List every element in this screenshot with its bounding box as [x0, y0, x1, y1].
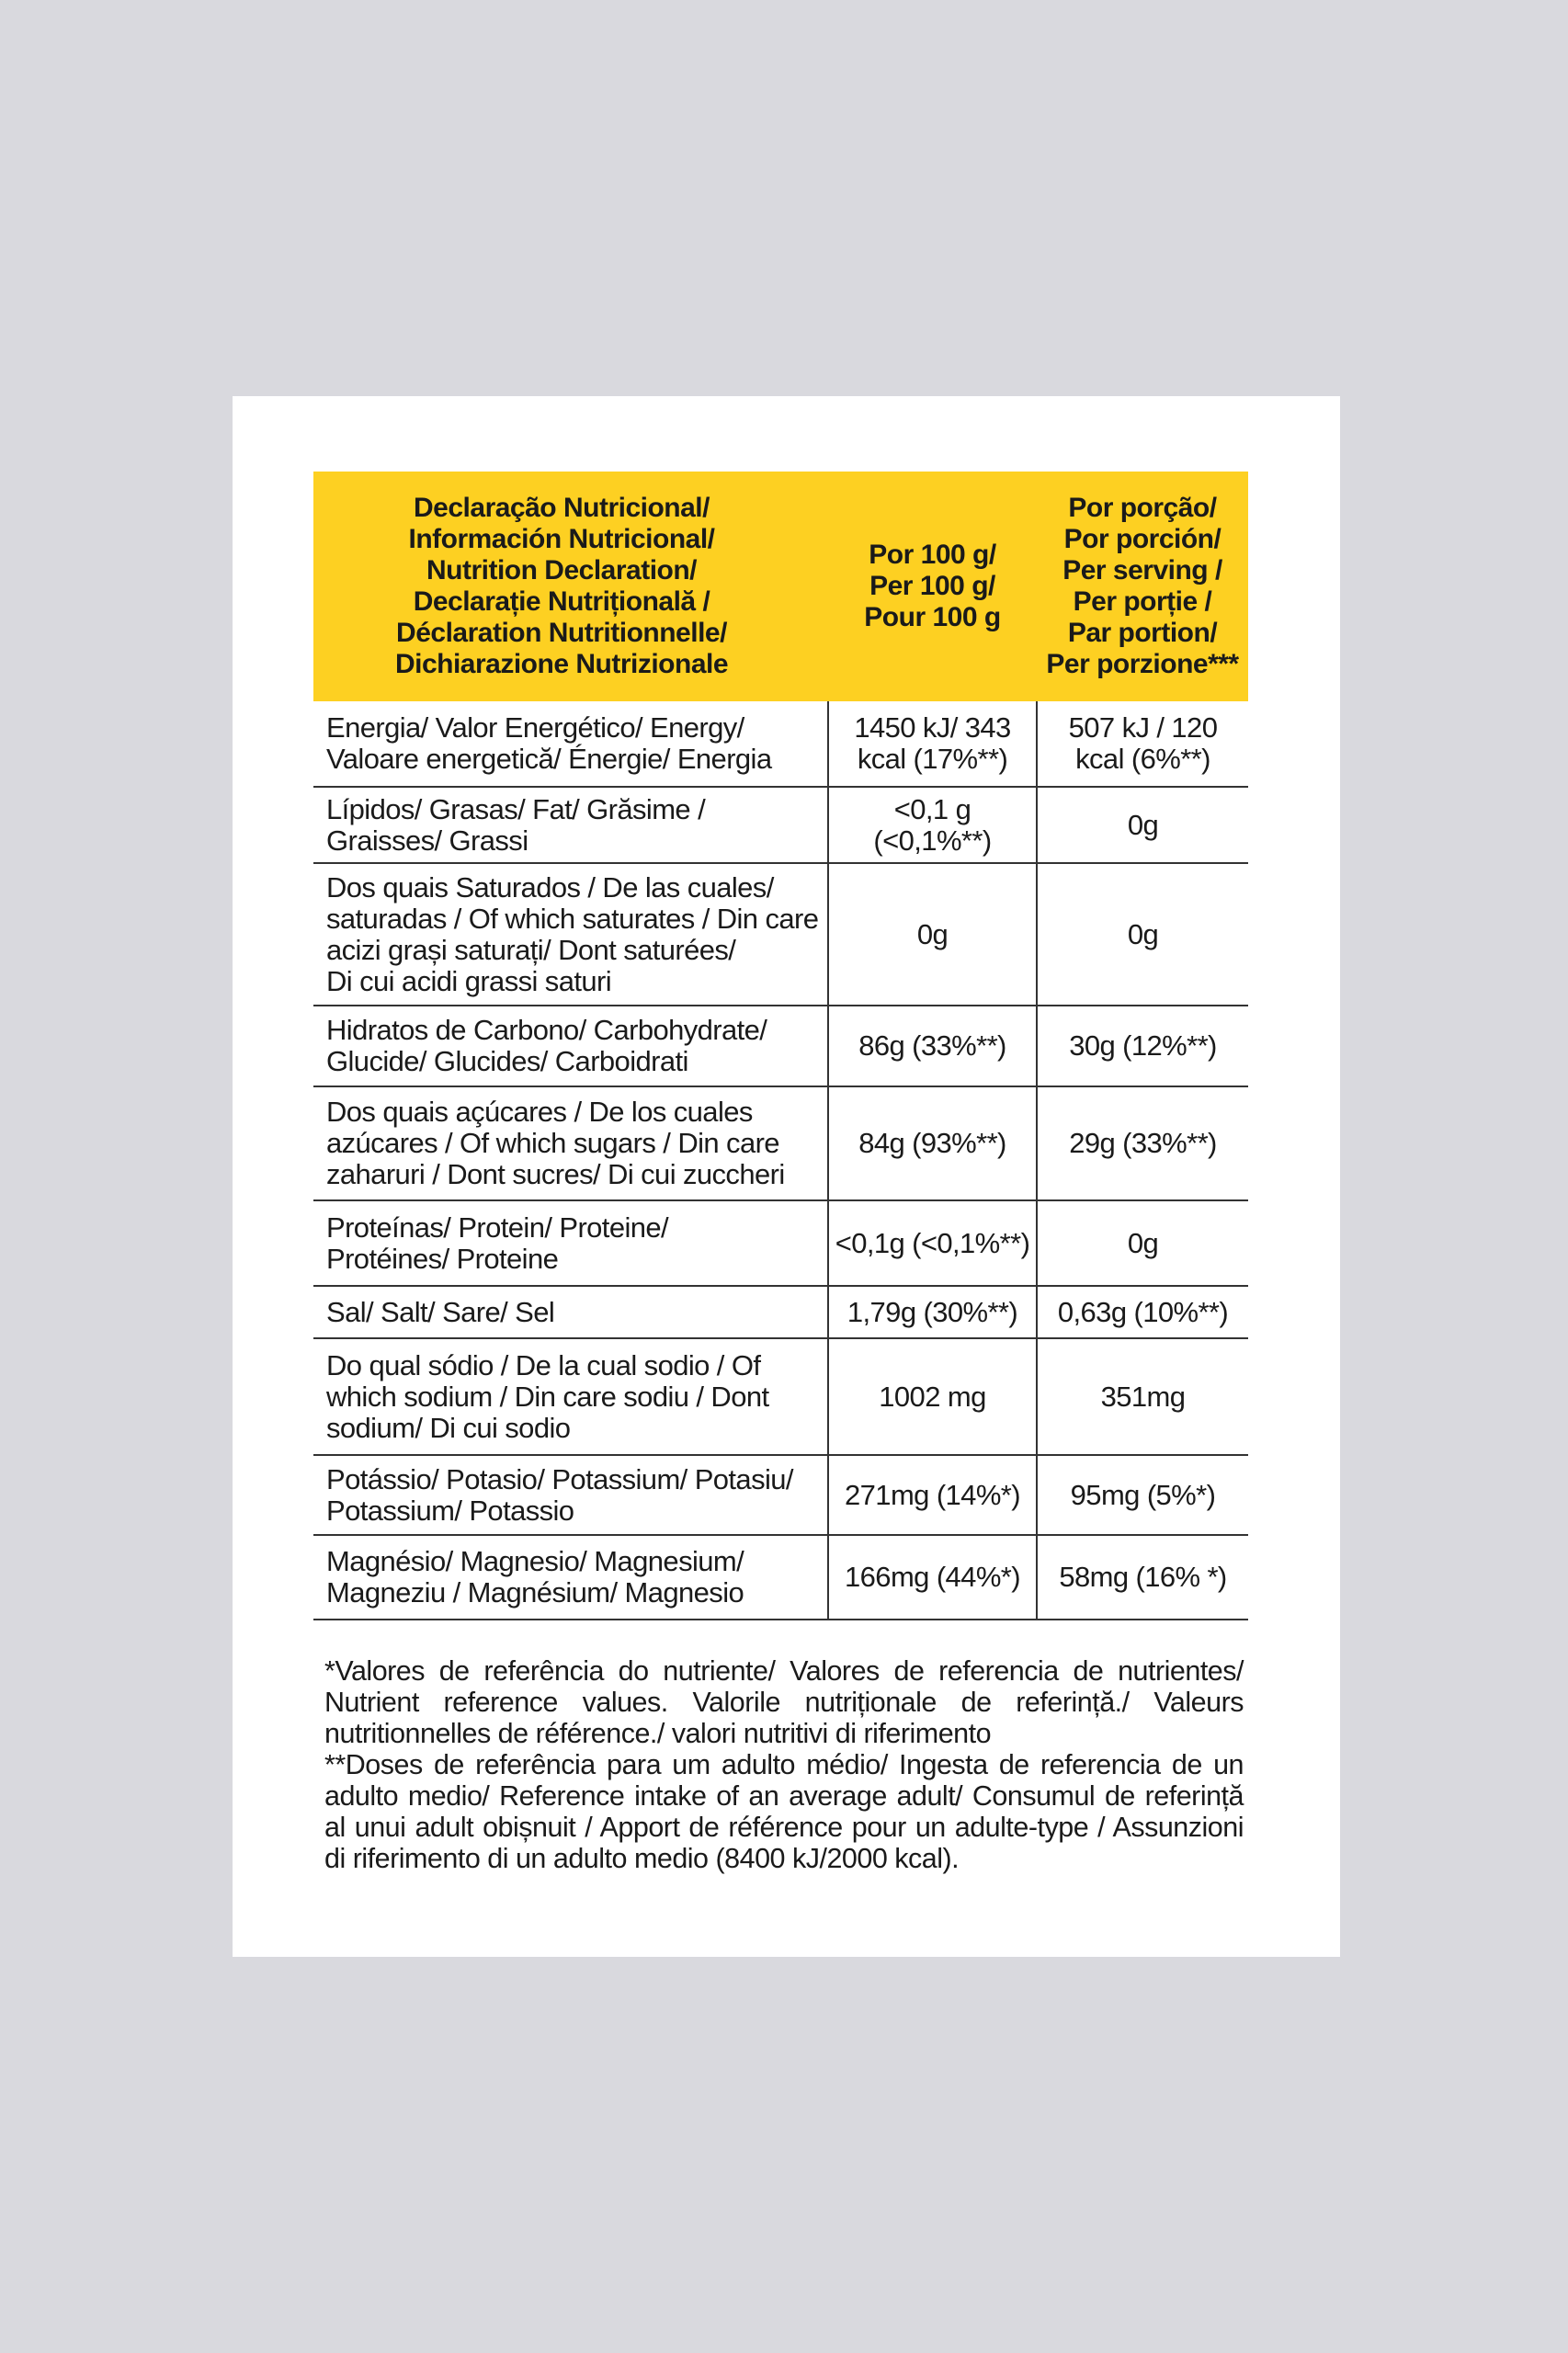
value-per-100g — [828, 1338, 1037, 1455]
text-line: 1450 kJ/ 343 — [854, 711, 1011, 744]
text-line: azúcares / Of which sugars / Din care — [326, 1127, 779, 1159]
text-line: Por porção/ — [1068, 493, 1217, 523]
value-per-100g — [828, 863, 1037, 1006]
header-per-100g — [828, 472, 1037, 701]
value-per-serving — [1037, 1200, 1248, 1286]
row-label — [313, 1338, 828, 1455]
table-row-protein — [313, 1200, 1248, 1286]
text-line: 1,79g (30%**) — [846, 1295, 1018, 1328]
text-line: 0g — [1127, 917, 1159, 950]
text-line: Glucide/ Glucides/ Carboidrati — [326, 1045, 688, 1077]
value-per-100g — [828, 1455, 1037, 1535]
value-per-serving — [1037, 1006, 1248, 1086]
text-line: Do qual sódio / De la cual sodio / Of — [326, 1348, 761, 1381]
value-per-serving — [1037, 1286, 1248, 1338]
row-label — [313, 787, 828, 863]
nutrition-table — [313, 472, 1248, 1620]
text-line: Hidratos de Carbono/ Carbohydrate/ — [326, 1014, 767, 1046]
text-line: 271mg (14%*) — [845, 1478, 1020, 1511]
table-row-salt — [313, 1286, 1248, 1338]
nutrition-label-card — [233, 396, 1340, 1957]
text-line: Dos quais açúcares / De los cuales — [326, 1096, 753, 1128]
table-row-fat — [313, 787, 1248, 863]
text-line: Protéines/ Proteine — [326, 1242, 559, 1275]
row-label — [313, 1006, 828, 1086]
text-line: saturadas / Of which saturates / Din care — [326, 902, 819, 935]
table-header-row — [313, 472, 1248, 701]
text-line: 86g (33%**) — [858, 1029, 1006, 1062]
value-per-serving — [1037, 1455, 1248, 1535]
text-line: Proteínas/ Protein/ Proteine/ — [326, 1211, 669, 1244]
text-line: Nutrition Declaration/ — [426, 555, 698, 585]
text-line: Déclaration Nutritionnelle/ — [396, 618, 727, 648]
row-label — [313, 1286, 828, 1338]
text-line: Declarație Nutrițională / — [413, 586, 710, 617]
text-line: Magneziu / Magnésium/ Magnesio — [326, 1576, 744, 1608]
text-line: sodium/ Di cui sodio — [326, 1411, 571, 1444]
row-label — [313, 1086, 828, 1200]
row-label — [313, 701, 828, 787]
text-line: 507 kJ / 120 — [1068, 711, 1218, 744]
value-per-100g — [828, 1286, 1037, 1338]
text-line: Sal/ Salt/ Sare/ Sel — [326, 1295, 555, 1328]
table-row-sugars — [313, 1086, 1248, 1200]
text-line: 0g — [1127, 1226, 1159, 1259]
value-per-100g — [828, 1535, 1037, 1620]
value-per-100g — [828, 701, 1037, 787]
text-line: Lípidos/ Grasas/ Fat/ Grăsime / — [326, 792, 706, 825]
value-per-100g — [828, 1086, 1037, 1200]
value-per-100g — [828, 787, 1037, 863]
text-line: Potassium/ Potassio — [326, 1494, 574, 1527]
text-line: <0,1 g — [893, 792, 971, 825]
text-line: Per porzione*** — [1046, 649, 1239, 679]
value-per-serving — [1037, 787, 1248, 863]
value-per-100g — [828, 1006, 1037, 1086]
text-line: 84g (93%**) — [858, 1127, 1006, 1159]
row-label — [313, 1535, 828, 1620]
value-per-serving — [1037, 1535, 1248, 1620]
text-line: Potássio/ Potasio/ Potassium/ Potasiu/ — [326, 1462, 793, 1495]
text-line: acizi grași saturați/ Dont saturées/ — [326, 933, 736, 966]
text-line: 166mg (44%*) — [845, 1561, 1020, 1593]
text-line: which sodium / Din care sodiu / Dont — [326, 1380, 769, 1413]
value-per-serving — [1037, 1086, 1248, 1200]
value-per-100g — [828, 1200, 1037, 1286]
text-line: 351mg — [1100, 1380, 1186, 1413]
table-row-potassium — [313, 1455, 1248, 1535]
table-row-energy — [313, 701, 1248, 787]
text-line: Pour 100 g — [864, 602, 1001, 632]
text-line: Dichiarazione Nutrizionale — [394, 649, 729, 679]
text-line: zaharuri / Dont sucres/ Di cui zuccheri — [326, 1158, 785, 1190]
text-line: Por 100 g/ — [869, 540, 996, 570]
nutrition-table-wrapper — [313, 472, 1248, 1620]
text-line: Per porție / — [1073, 586, 1212, 617]
footnote-reference-values: *Valores de referência do nutriente/ Valores de referencia de nutrientes/ Nutrient reference values. Valorile nutriționale de referință./ Valeurs nutritionnelles de référence./ valori nutritivi di riferimento — [324, 1655, 1244, 1749]
row-label — [313, 1200, 828, 1286]
text-line: (<0,1%**) — [873, 824, 992, 857]
text-line: 29g (33%**) — [1069, 1127, 1217, 1159]
text-line: Declaração Nutricional/ — [414, 493, 710, 523]
text-line: Par portion/ — [1067, 618, 1218, 648]
text-line: 1002 mg — [879, 1380, 986, 1413]
table-row-sodium — [313, 1338, 1248, 1455]
text-line: Dos quais Saturados / De las cuales/ — [326, 870, 774, 904]
text-line: Per serving / — [1062, 555, 1222, 585]
header-nutrition-declaration — [313, 472, 828, 701]
text-line: Di cui acidi grassi saturi — [326, 964, 612, 997]
text-line: 0,63g (10%**) — [1057, 1295, 1229, 1328]
header-per-serving — [1037, 472, 1248, 701]
text-line: kcal (6%**) — [1075, 743, 1210, 775]
text-line: Información Nutricional/ — [408, 524, 715, 554]
text-line: 0g — [1127, 808, 1159, 841]
text-line: Energia/ Valor Energético/ Energy/ — [326, 711, 744, 744]
value-per-serving — [1037, 701, 1248, 787]
text-line: 58mg (16% *) — [1059, 1561, 1227, 1593]
value-per-serving — [1037, 863, 1248, 1006]
text-line: <0,1g (<0,1%**) — [835, 1226, 1030, 1259]
text-line: Per 100 g/ — [869, 571, 995, 601]
value-per-serving — [1037, 1338, 1248, 1455]
table-row-magnesium — [313, 1535, 1248, 1620]
table-row-saturates — [313, 863, 1248, 1006]
table-row-carbohydrate — [313, 1006, 1248, 1086]
text-line: Valoare energetică/ Énergie/ Energia — [326, 743, 772, 775]
text-line: Graisses/ Grassi — [326, 824, 528, 857]
row-label — [313, 1455, 828, 1535]
footnotes — [324, 1655, 1244, 1874]
text-line: kcal (17%**) — [857, 743, 1008, 775]
text-line: 0g — [916, 917, 949, 950]
text-line: Magnésio/ Magnesio/ Magnesium/ — [326, 1545, 744, 1577]
footnote-reference-intakes: **Doses de referência para um adulto médio/ Ingesta de referencia de un adulto medio/ Reference intake of an average adult/ Consumul de referință al unui adult obișnuit / Apport de référence pour un adulte-type / Assunzioni di riferimento di un adulto medio (8400 kJ/2000 kcal). — [324, 1749, 1244, 1874]
text-line: Por porción/ — [1063, 524, 1221, 554]
row-label — [313, 863, 828, 1006]
text-line: 95mg (5%*) — [1070, 1478, 1216, 1511]
text-line: 30g (12%**) — [1069, 1029, 1217, 1062]
